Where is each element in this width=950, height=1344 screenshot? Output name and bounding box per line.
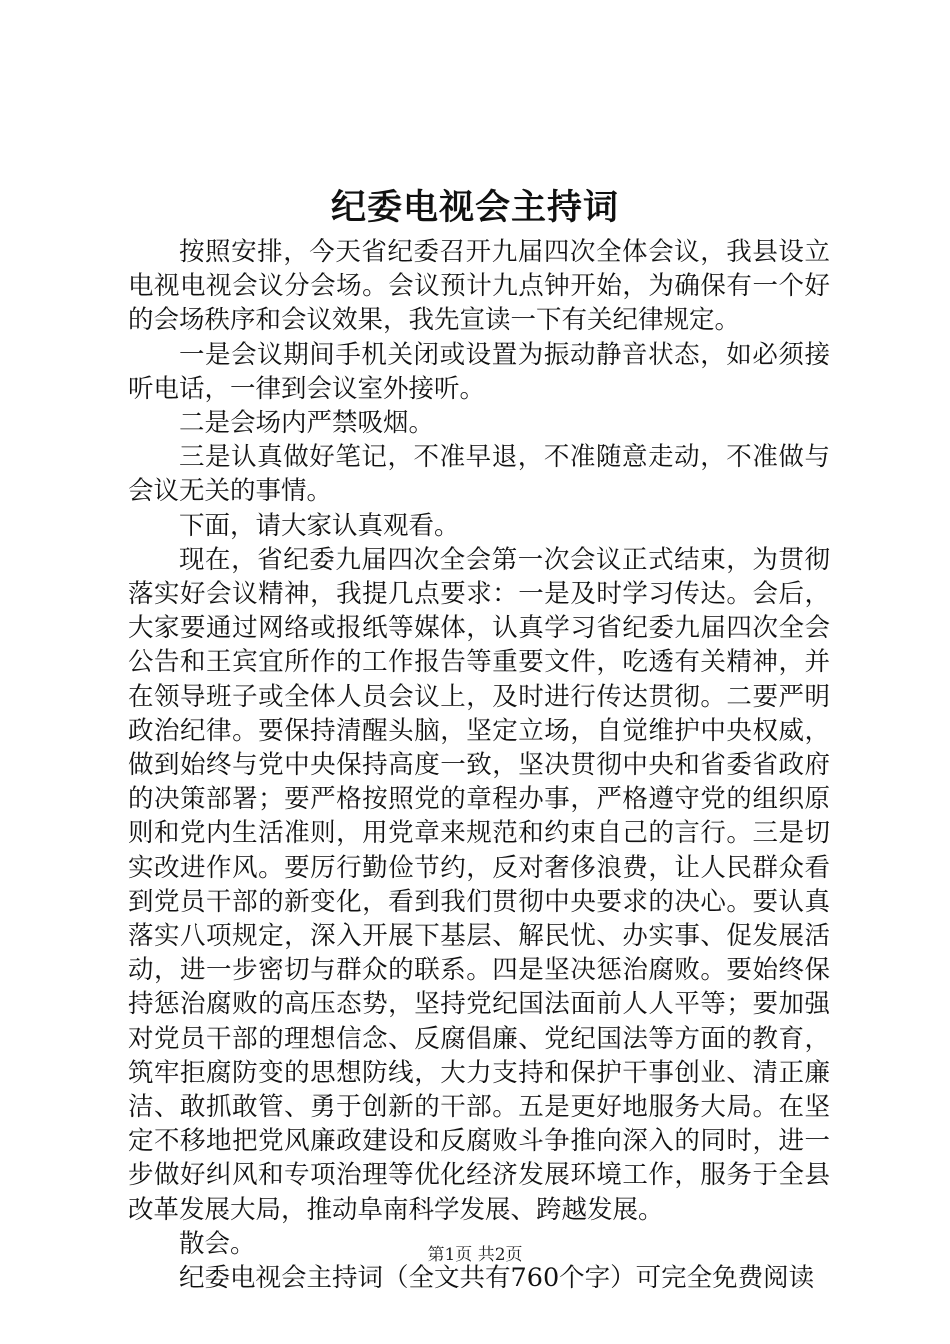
document-body [128,235,830,1295]
paragraph-intro: 按照安排，今天省纪委召开九届四次全体会议，我县设立电视电视会议分会场。会议预计九点钟开始，为确保有一个好的会场秩序和会议效果，我先宣读一下有关纪律规定。 [128,237,830,336]
paragraph-requirements: 现在，省纪委九届四次全会第一次会议正式结束，为贯彻落实好会议精神，我提几点要求：一是及时学习传达。会后，大家要通过网络或报纸等媒体，认真学习省纪委九届四次全会公告和王宾宜所作的工作报告等重要文件，吃透有关精神，并在领导班子或全体人员会议上，及时进行传达贯彻。二要严明政治纪律。要保持清醒头脑，坚定立场，自觉维护中央权威，做到始终与党中央保持高度一致，坚决贯彻中央和省委省政府的决策部署；要严格按照党的章程办事，严格遵守党的组织原则和党内生活准则，用党章来规范和约束自己的言行。三是切实改进作风。要厉行勤俭节约，反对奢侈浪费，让人民群众看到党员干部的新变化，看到我们贯彻中央要求的决心。要认真落实八项规定，深入开展下基层、解民忧、办实事、促发展活动，进一步密切与群众的联系。四是坚决惩治腐败。要始终保持惩治腐败的高压态势，坚持党纪国法面前人人平等；要加强对党员干部的理想信念、反腐倡廉、党纪国法等方面的教育，筑牢拒腐防变的思想防线，大力支持和保护干事创业、清正廉洁、敢抓敢管、勇于创新的干部。五是更好地服务大局。在坚定不移地把党风廉政建设和反腐败斗争推向深入的同时，进一步做好纠风和专项治理等优化经济发展环境工作，服务于全县改革发展大局，推动阜南科学发展、跨越发展。 [128,544,830,1225]
paragraph-rule-1: 一是会议期间手机关闭或设置为振动静音状态，如必须接听电话，一律到会议室外接听。 [128,339,830,404]
paragraph-adjourn: 散会。 [179,1228,256,1259]
document-title: 纪委电视会主持词 [330,187,619,228]
paragraph-rule-2: 二是会场内严禁吸烟。 [179,408,435,439]
paragraph-rule-3: 三是认真做好笔记，不准早退，不准随意走动，不准做与会议无关的事情。 [128,442,830,507]
paragraph-note: 纪委电视会主持词（全文共有760个字）可完全免费阅读 [179,1263,815,1294]
page-indicator: 第1页 共2页 [427,1245,523,1265]
paragraph-watch: 下面，请大家认真观看。 [179,510,460,541]
